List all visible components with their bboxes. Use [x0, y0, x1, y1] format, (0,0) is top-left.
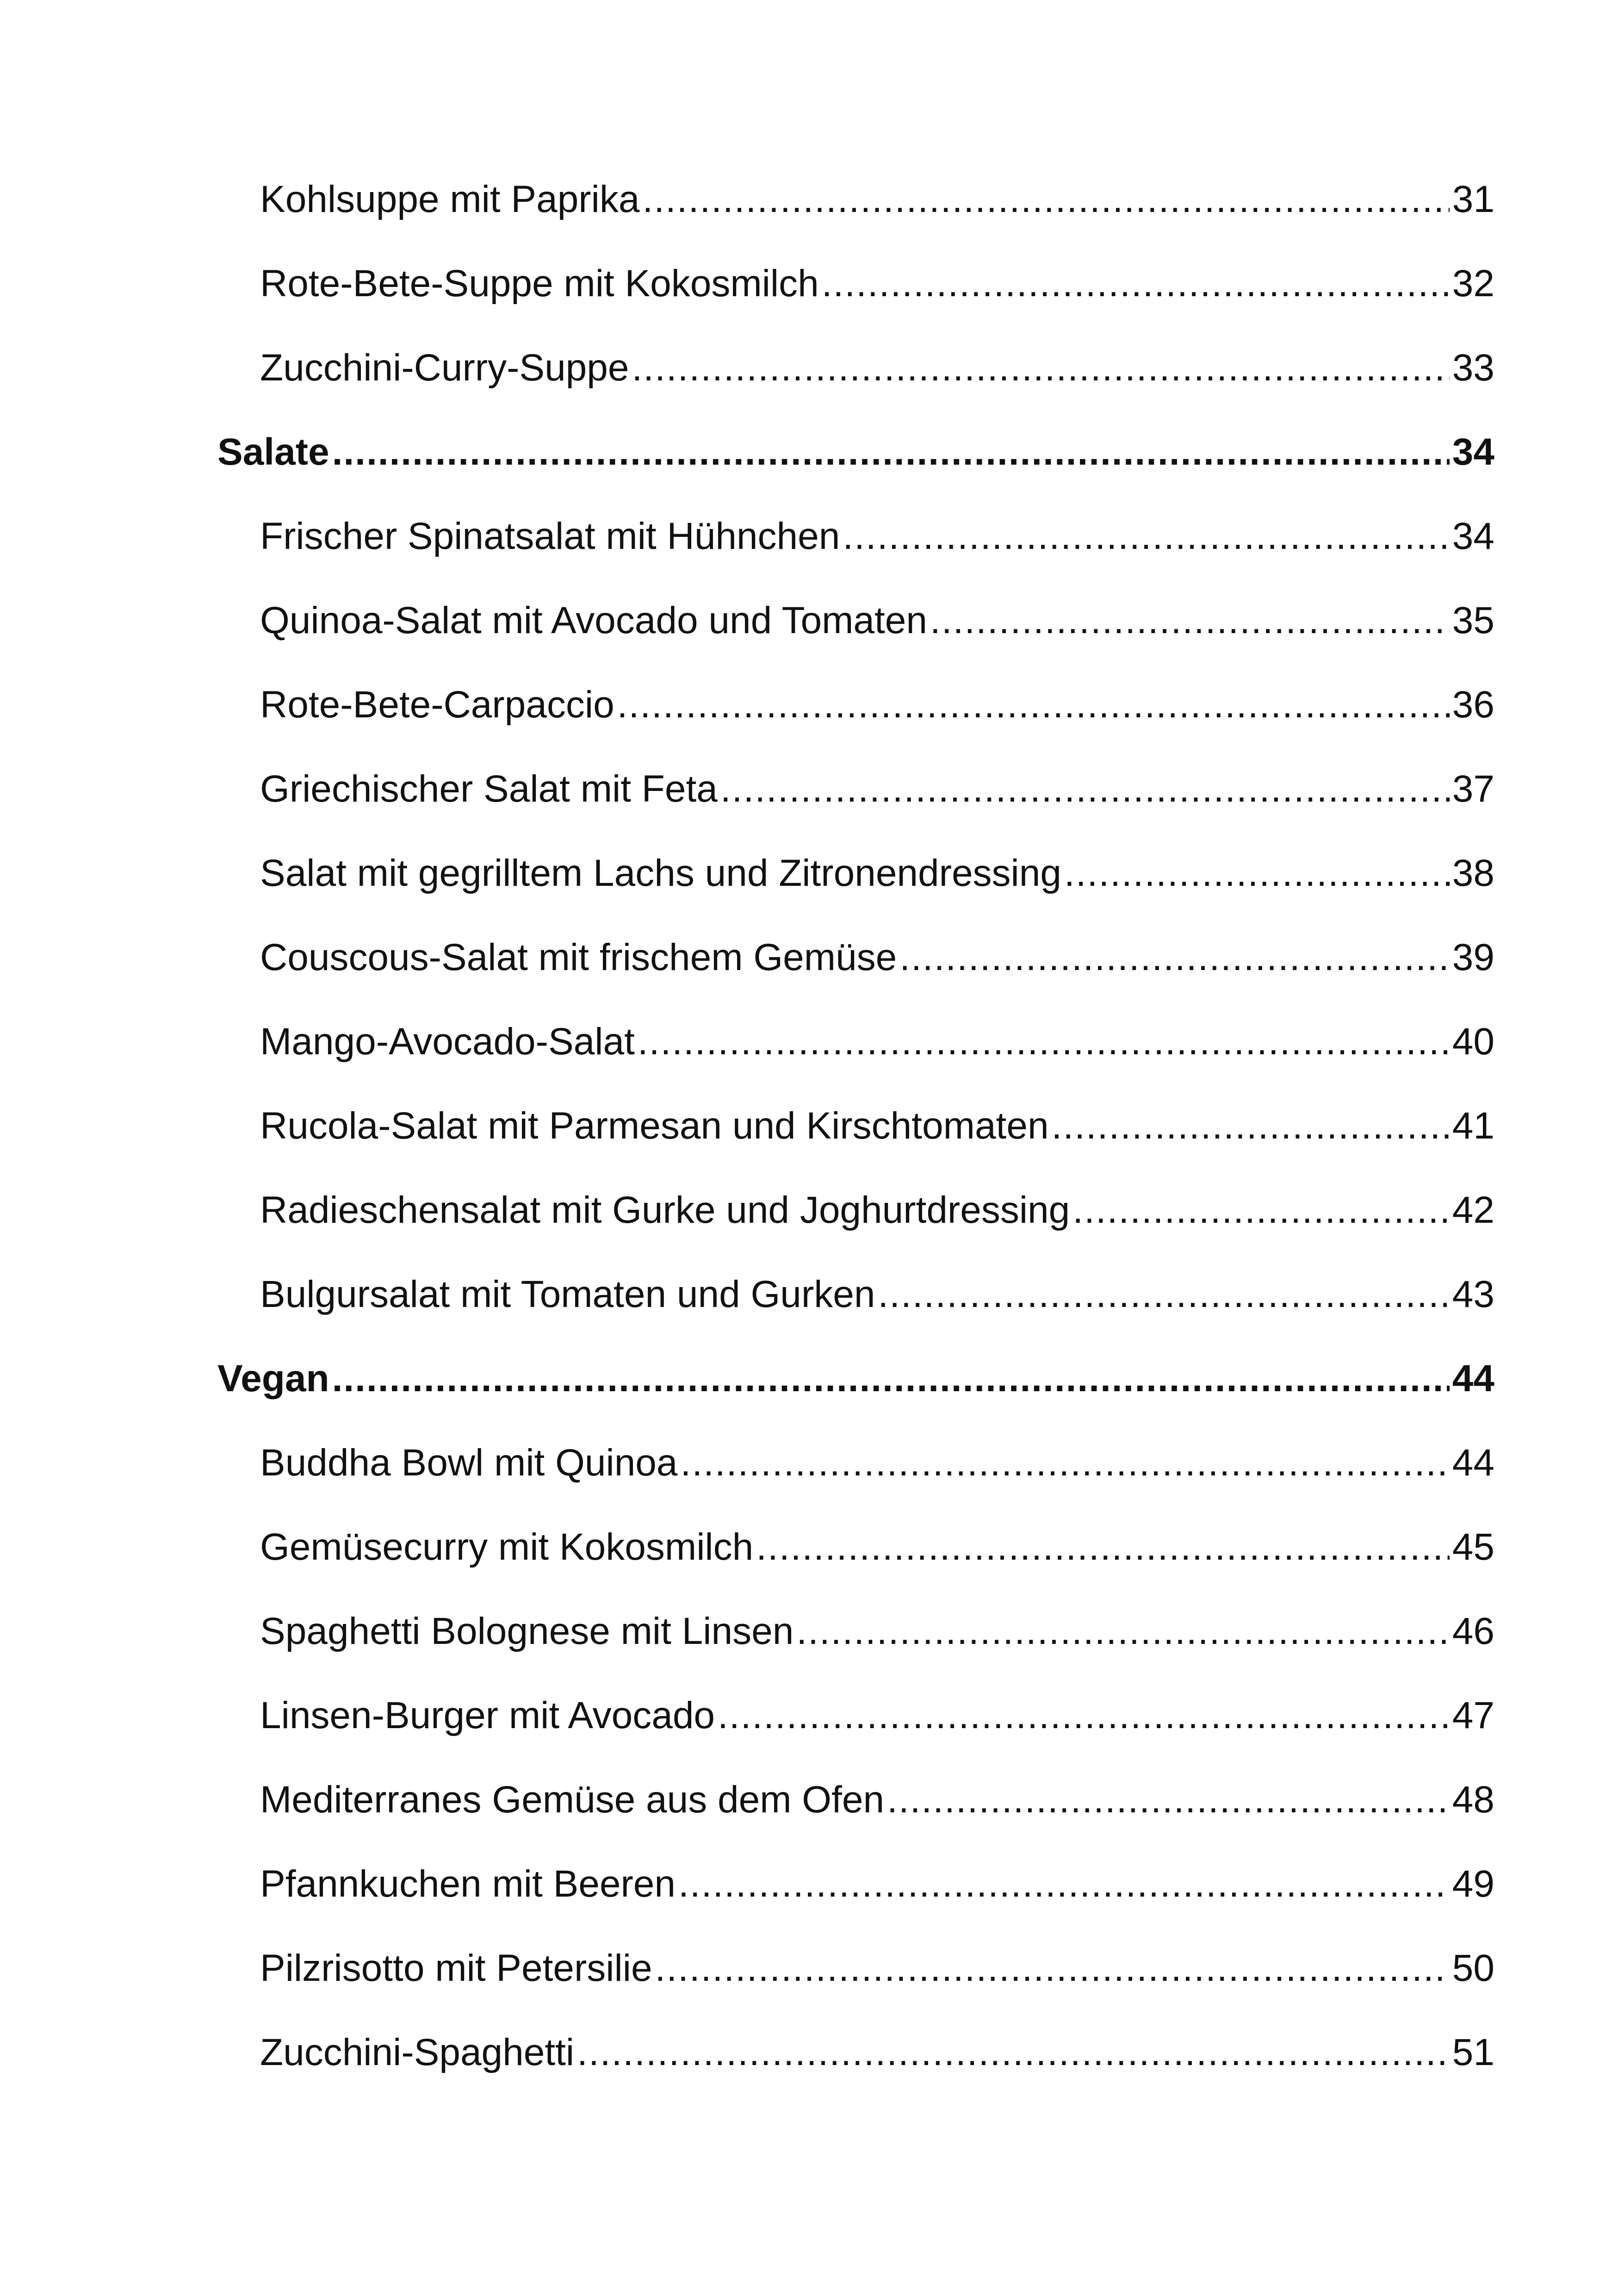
toc-entry[interactable]	[217, 157, 1494, 242]
toc-entry-page: 42	[1452, 1189, 1494, 1231]
toc-entry-title: Couscous-Salat mit frischem Gemüse	[260, 936, 897, 978]
toc-leader-dots	[1064, 831, 1450, 915]
toc-leader-dots	[577, 2010, 1450, 2095]
toc-entry[interactable]	[217, 663, 1494, 747]
toc-leader-dots	[930, 579, 1450, 663]
toc-leader-dots	[678, 1842, 1450, 1926]
toc-entry-page: 46	[1452, 1610, 1494, 1652]
toc-leader-dots	[642, 157, 1449, 242]
toc-entry[interactable]	[217, 1084, 1494, 1168]
toc-entry-page: 40	[1452, 1020, 1494, 1063]
toc-leader-dots	[899, 915, 1450, 1000]
toc-entry[interactable]	[217, 1926, 1494, 2010]
toc-section-title: Vegan	[217, 1357, 329, 1400]
toc-entry-page: 36	[1452, 684, 1494, 726]
toc-section-title: Salate	[217, 431, 329, 473]
toc-leader-dots	[887, 1758, 1450, 1842]
toc-entry-page: 37	[1452, 768, 1494, 810]
toc-entry-title: Mango-Avocado-Salat	[260, 1020, 635, 1063]
toc-entry-title: Salat mit gegrilltem Lachs und Zitronendressing	[260, 852, 1061, 894]
toc-entry[interactable]	[217, 831, 1494, 915]
toc-leader-dots	[720, 747, 1450, 831]
toc-entry-title: Rote-Bete-Suppe mit Kokosmilch	[260, 262, 819, 305]
toc-entry[interactable]	[217, 1252, 1494, 1337]
toc-entry-page: 35	[1452, 599, 1494, 641]
toc-leader-dots	[617, 663, 1450, 747]
toc-leader-dots	[681, 1421, 1450, 1505]
toc-entry-title: Frischer Spinatsalat mit Hühnchen	[260, 515, 840, 557]
toc-entry[interactable]	[217, 2010, 1494, 2095]
toc-leader-dots	[332, 1337, 1450, 1421]
toc-entry-page: 49	[1452, 1863, 1494, 1905]
toc-entry-page: 50	[1452, 1947, 1494, 1989]
toc-entry-title: Pilzrisotto mit Petersilie	[260, 1947, 652, 1989]
toc-leader-dots	[756, 1505, 1450, 1589]
toc-entry-page: 41	[1452, 1105, 1494, 1147]
toc-entry[interactable]	[217, 1000, 1494, 1084]
toc-section-page: 44	[1452, 1357, 1494, 1400]
toc-entry-page: 44	[1452, 1442, 1494, 1484]
toc-entry[interactable]	[217, 915, 1494, 1000]
toc-entry-page: 38	[1452, 852, 1494, 894]
toc-leader-dots	[718, 1674, 1450, 1758]
toc-entry[interactable]	[217, 579, 1494, 663]
toc-entry-page: 51	[1452, 2031, 1494, 2073]
toc-section-heading[interactable]	[217, 410, 1494, 494]
toc-entry[interactable]	[217, 1589, 1494, 1674]
toc-entry-title: Zucchini-Curry-Suppe	[260, 347, 629, 389]
toc-entry-page: 39	[1452, 936, 1494, 978]
toc-entry[interactable]	[217, 326, 1494, 410]
toc-entry[interactable]	[217, 1421, 1494, 1505]
toc-entry-title: Rucola-Salat mit Parmesan und Kirschtomaten	[260, 1105, 1049, 1147]
toc-entry-title: Bulgursalat mit Tomaten und Gurken	[260, 1273, 875, 1315]
toc-entry[interactable]	[217, 1168, 1494, 1252]
toc-entry[interactable]	[217, 494, 1494, 579]
toc-entry-page: 43	[1452, 1273, 1494, 1315]
toc-entry-title: Pfannkuchen mit Beeren	[260, 1863, 676, 1905]
toc-leader-dots	[638, 1000, 1450, 1084]
toc-entry[interactable]	[217, 1758, 1494, 1842]
toc-leader-dots	[1052, 1084, 1450, 1168]
table-of-contents	[217, 157, 1494, 2095]
toc-entry-title: Buddha Bowl mit Quinoa	[260, 1442, 678, 1484]
toc-entry-page: 45	[1452, 1526, 1494, 1568]
toc-leader-dots	[655, 1926, 1450, 2010]
toc-entry-title: Rote-Bete-Carpaccio	[260, 684, 614, 726]
toc-entry-title: Zucchini-Spaghetti	[260, 2031, 575, 2073]
toc-entry[interactable]	[217, 1842, 1494, 1926]
toc-leader-dots	[822, 242, 1450, 326]
toc-entry-page: 31	[1452, 178, 1494, 220]
toc-entry-title: Spaghetti Bolognese mit Linsen	[260, 1610, 794, 1652]
toc-entry-page: 32	[1452, 262, 1494, 305]
toc-leader-dots	[843, 494, 1449, 579]
toc-leader-dots	[796, 1589, 1449, 1674]
toc-entry[interactable]	[217, 747, 1494, 831]
toc-entry[interactable]	[217, 242, 1494, 326]
toc-entry-title: Gemüsecurry mit Kokosmilch	[260, 1526, 754, 1568]
toc-entry-page: 34	[1452, 515, 1494, 557]
toc-leader-dots	[632, 326, 1450, 410]
toc-entry-title: Mediterranes Gemüse aus dem Ofen	[260, 1779, 885, 1821]
toc-entry-title: Radieschensalat mit Gurke und Joghurtdressing	[260, 1189, 1070, 1231]
toc-entry[interactable]	[217, 1674, 1494, 1758]
toc-entry-page: 48	[1452, 1779, 1494, 1821]
toc-entry[interactable]	[217, 1505, 1494, 1589]
toc-entry-title: Quinoa-Salat mit Avocado und Tomaten	[260, 599, 928, 641]
toc-section-page: 34	[1452, 431, 1494, 473]
toc-entry-page: 47	[1452, 1694, 1494, 1736]
toc-leader-dots	[1072, 1168, 1450, 1252]
toc-leader-dots	[878, 1252, 1449, 1337]
toc-entry-page: 33	[1452, 347, 1494, 389]
toc-section-heading[interactable]	[217, 1337, 1494, 1421]
toc-entry-title: Griechischer Salat mit Feta	[260, 768, 718, 810]
toc-entry-title: Kohlsuppe mit Paprika	[260, 178, 640, 220]
toc-entry-title: Linsen-Burger mit Avocado	[260, 1694, 715, 1736]
toc-leader-dots	[332, 410, 1450, 494]
